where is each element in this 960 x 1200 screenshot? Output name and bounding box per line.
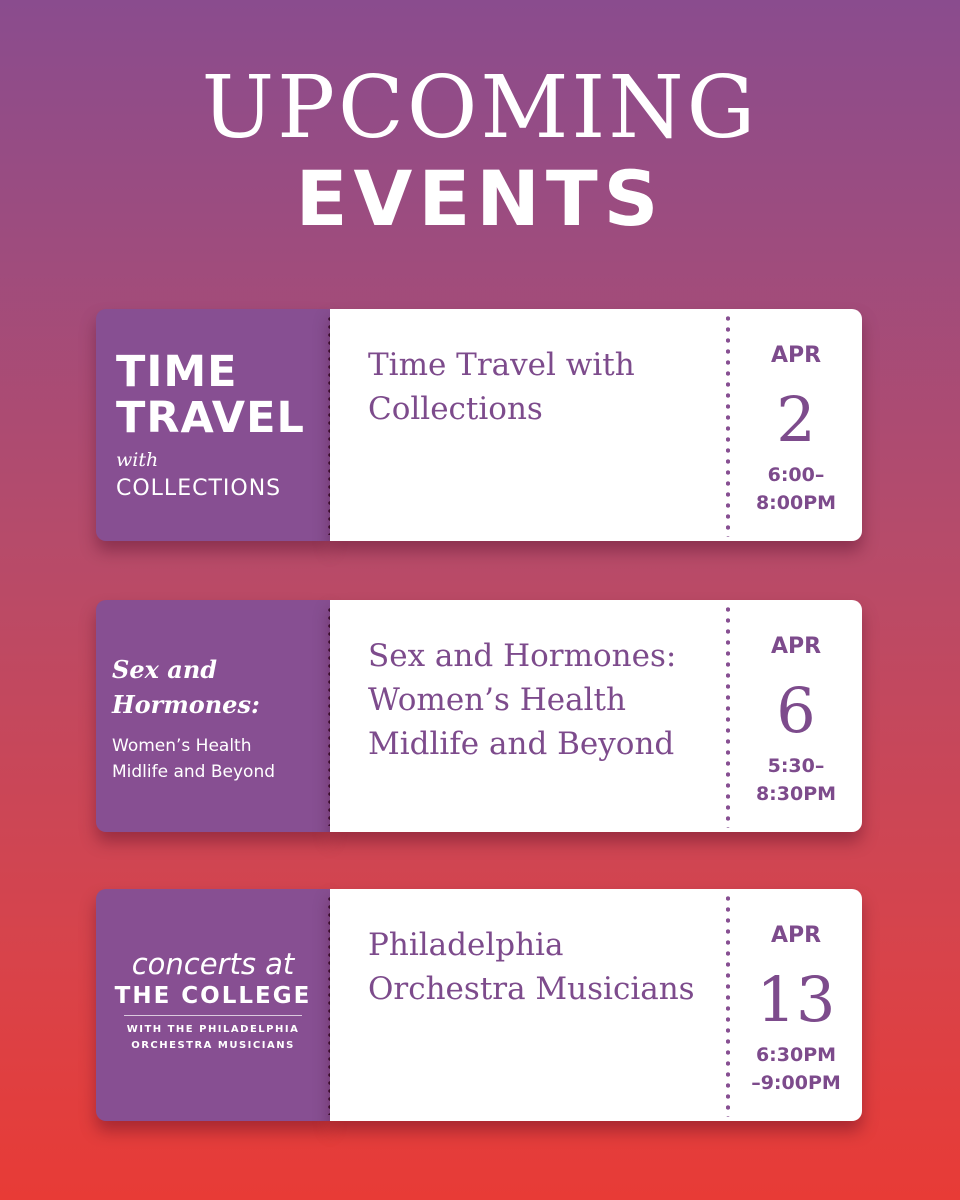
stub-logo-rule	[124, 1015, 302, 1016]
stub-logo-sub	[96, 1022, 330, 1054]
event-time	[730, 752, 862, 808]
stub-logo-script: concerts at	[131, 947, 295, 981]
event-date	[730, 309, 862, 541]
event-time	[730, 461, 862, 517]
event-time-start: 5:30–	[767, 755, 825, 777]
stub-logo-main	[112, 652, 260, 722]
stub-logo-line: TRAVEL	[116, 393, 305, 443]
stub-logo-sub	[112, 733, 275, 785]
event-date	[730, 600, 862, 832]
stub-logo-line: TIME	[116, 347, 238, 397]
stub-logo-collections: COLLECTIONS	[116, 476, 282, 501]
event-card	[330, 309, 862, 541]
stub-logo-with: with	[116, 449, 159, 471]
event-card	[330, 889, 862, 1121]
stub-logo-main: THE COLLEGE	[114, 983, 312, 1009]
event-day: 13	[756, 963, 836, 1036]
event-ticket[interactable]	[96, 889, 862, 1121]
header-title-line1: UPCOMING	[201, 58, 759, 158]
event-month: APR	[770, 923, 822, 948]
event-logo-stub	[96, 600, 330, 832]
event-time-end: 8:30PM	[755, 783, 837, 805]
event-date	[730, 889, 862, 1121]
event-title: Sex and Hormones: Women’s Health Midlife and Beyond	[368, 638, 677, 762]
event-month: APR	[770, 634, 822, 659]
event-day: 2	[776, 383, 816, 456]
header-title-line2: EVENTS	[295, 154, 665, 243]
event-ticket[interactable]	[96, 309, 862, 541]
event-logo-stub	[96, 889, 330, 1121]
event-card	[330, 600, 862, 832]
stub-logo-line: Hormones:	[112, 690, 260, 719]
stub-logo-line: Women’s Health	[112, 736, 252, 756]
event-title: Time Travel with Collections	[368, 347, 635, 427]
event-time-end: 8:00PM	[755, 492, 837, 514]
event-time-end: –9:00PM	[751, 1072, 841, 1094]
event-ticket[interactable]	[96, 600, 862, 832]
event-time-start: 6:00–	[767, 464, 825, 486]
stub-logo-line: Sex and	[112, 655, 218, 684]
stub-logo-line: ORCHESTRA MUSICIANS	[131, 1040, 295, 1051]
event-month: APR	[770, 343, 822, 368]
event-logo-stub	[96, 309, 330, 541]
stub-logo-line: WITH THE PHILADELPHIA	[126, 1024, 300, 1035]
event-time	[730, 1041, 862, 1097]
stub-logo-line: Midlife and Beyond	[112, 762, 276, 782]
event-title: Philadelphia Orchestra Musicians	[368, 927, 695, 1007]
page-header	[0, 60, 960, 242]
stub-logo-main	[116, 349, 305, 441]
event-day: 6	[776, 674, 816, 747]
event-time-start: 6:30PM	[755, 1044, 837, 1066]
